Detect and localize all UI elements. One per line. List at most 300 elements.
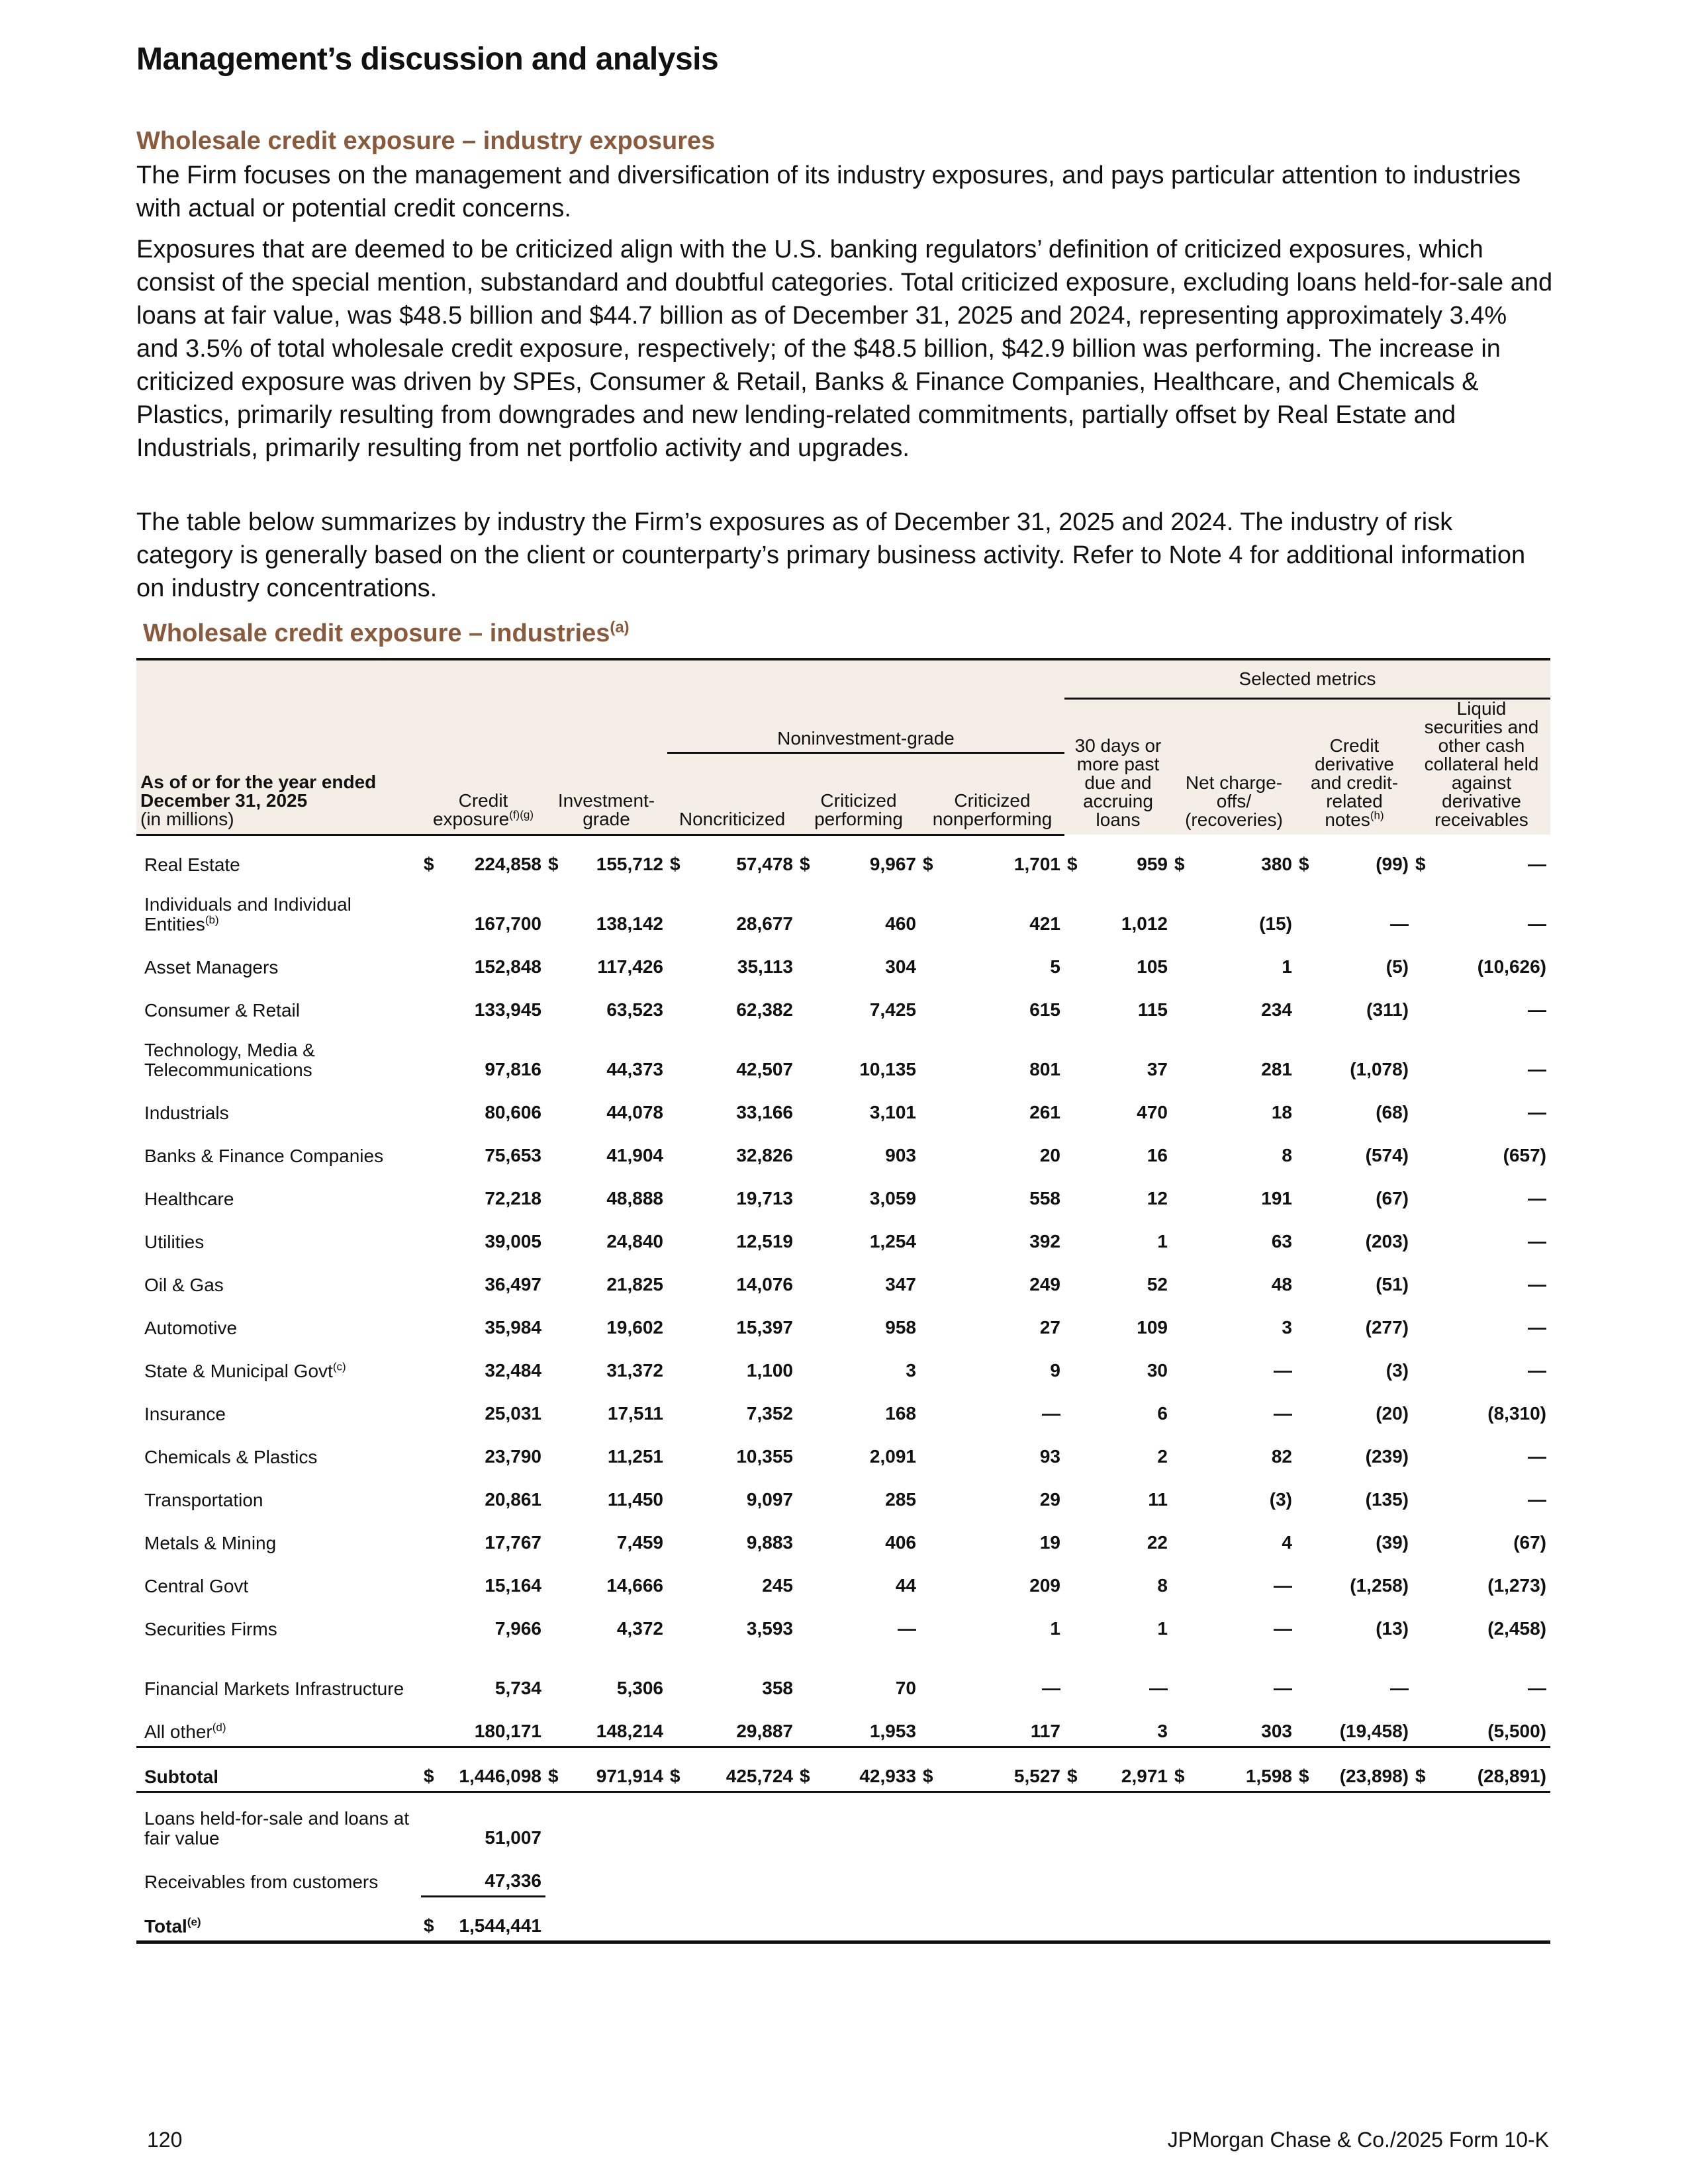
cell-value: —	[1528, 1273, 1546, 1295]
paragraph-table-intro: The table below summarizes by industry the Firm’s exposures as of December 31, 2025 and 2024. The industry of risk category is generally based on the client or counterparty’s primary business activity. Refer to Note 4 for additional information on industry concentrations.	[136, 508, 1526, 602]
table-cell	[1296, 1299, 1413, 1342]
cell-value: 72,218	[485, 1187, 541, 1208]
table-cell	[1064, 879, 1172, 938]
table-cell	[545, 938, 667, 981]
row-label-text: Oil & Gas	[144, 1274, 224, 1295]
currency-symbol: $	[1174, 853, 1185, 874]
cell-value: 460	[885, 913, 916, 934]
cell-value: 3,059	[869, 1187, 916, 1208]
cell-value: 15,397	[736, 1316, 793, 1338]
col-credit-exposure: Credit exposure$^{(f)(g)}$	[421, 753, 545, 835]
row-label	[136, 1514, 421, 1557]
table-cell	[920, 938, 1064, 981]
cell-value: 4	[1282, 1531, 1292, 1553]
table-cell	[667, 1024, 797, 1084]
table-cell	[1172, 981, 1296, 1024]
col-investment-grade: Investment-grade	[545, 753, 667, 835]
footnote-ref: (f)(g)	[509, 808, 534, 821]
cell-value: —	[1528, 1677, 1546, 1698]
cell-value: 425,724	[726, 1765, 793, 1786]
cell-value: (13)	[1376, 1617, 1409, 1639]
cell-value: —	[1274, 1617, 1292, 1639]
table-cell	[667, 1256, 797, 1299]
table-row	[136, 1170, 1550, 1213]
cell-value: (203)	[1365, 1230, 1409, 1251]
cell-value: 17,511	[607, 1402, 663, 1424]
cell-value: 11	[1148, 1488, 1168, 1510]
row-label	[136, 1024, 421, 1084]
row-label-text: Securities Firms	[144, 1618, 277, 1639]
table-cell	[1296, 1385, 1413, 1428]
currency-symbol: $	[424, 1765, 434, 1786]
cell-value: 42,507	[736, 1058, 793, 1079]
table-cell	[421, 1024, 545, 1084]
document-footer: JPMorgan Chase & Co./2025 Form 10-K	[1167, 2128, 1549, 2152]
table-cell	[797, 835, 920, 879]
cell-value: 1,701	[1013, 853, 1060, 874]
table-cell	[1296, 1600, 1413, 1643]
table-cell	[920, 835, 1064, 879]
cell-value: 11,450	[607, 1488, 663, 1510]
cell-value: 35,113	[737, 956, 793, 977]
cell-value: 21,825	[606, 1273, 663, 1295]
cell-value: 22	[1147, 1531, 1168, 1553]
col-criticized-nonperforming: Criticized nonperforming	[920, 753, 1064, 835]
cell-value: —	[1042, 1677, 1060, 1698]
cell-value: 109	[1137, 1316, 1168, 1338]
cell-value: —	[898, 1617, 916, 1639]
table-cell	[1172, 1514, 1296, 1557]
footnote-ref: (e)	[187, 1915, 201, 1929]
cell-value: —	[1528, 1488, 1546, 1510]
table-cell	[667, 1514, 797, 1557]
row-label	[136, 1084, 421, 1127]
cell-value: (20)	[1376, 1402, 1409, 1424]
table-cell	[1172, 835, 1296, 879]
table-cell	[1413, 1600, 1550, 1643]
table-cell	[1413, 1084, 1550, 1127]
cell-value: 35,984	[485, 1316, 541, 1338]
cell-value: 303	[1261, 1720, 1292, 1741]
row-label	[136, 879, 421, 938]
cell-value: 6	[1157, 1402, 1168, 1424]
table-cell	[421, 1643, 545, 1703]
currency-symbol: $	[548, 853, 559, 874]
table-cell	[545, 1600, 667, 1643]
currency-symbol: $	[923, 853, 933, 874]
table-cell	[421, 1557, 545, 1600]
cell-value: —	[1528, 1445, 1546, 1467]
table-cell	[1064, 1024, 1172, 1084]
cell-value: 2	[1157, 1445, 1168, 1467]
table-cell	[545, 981, 667, 1024]
table-row	[136, 981, 1550, 1024]
cell-value: 5,306	[616, 1677, 663, 1698]
table-cell	[1296, 1213, 1413, 1256]
table-cell	[1296, 1024, 1413, 1084]
cell-value: 1,254	[869, 1230, 916, 1251]
cell-value: —	[1390, 913, 1409, 934]
row-label	[136, 1557, 421, 1600]
table-cell	[667, 938, 797, 981]
table-cell	[545, 1703, 667, 1747]
table-cell	[797, 1385, 920, 1428]
cell-value: 615	[1029, 999, 1060, 1020]
table-cell	[1064, 1127, 1172, 1170]
table-cell	[545, 1084, 667, 1127]
cell-value: (99)	[1376, 853, 1409, 874]
cell-value: 347	[885, 1273, 916, 1295]
table-cell	[421, 1256, 545, 1299]
table-cell	[545, 1514, 667, 1557]
table-cell	[797, 1428, 920, 1471]
cell-value: 1,100	[746, 1359, 793, 1381]
cell-value: 3	[906, 1359, 916, 1381]
noninvestment-grade-header: Noninvestment-grade	[667, 699, 1064, 753]
table-cell	[421, 1084, 545, 1127]
cell-value: 12,519	[736, 1230, 793, 1251]
table-cell	[920, 981, 1064, 1024]
cell-value: 1	[1157, 1230, 1168, 1251]
table-row	[136, 1600, 1550, 1643]
cell-value: 75,653	[485, 1144, 541, 1165]
table-cell	[1172, 1385, 1296, 1428]
cell-value: 19,602	[606, 1316, 663, 1338]
table-cell	[1064, 1471, 1172, 1514]
table-cell	[667, 1342, 797, 1385]
cell-value: —	[1149, 1677, 1168, 1698]
cell-value: 80,606	[485, 1101, 541, 1122]
table-cell	[920, 1256, 1064, 1299]
table-cell	[667, 1471, 797, 1514]
cell-value: (1,078)	[1350, 1058, 1409, 1079]
cell-value: 93	[1039, 1445, 1060, 1467]
table-cell	[797, 1084, 920, 1127]
table-cell	[797, 1024, 920, 1084]
cell-value: 3,101	[869, 1101, 916, 1122]
table-cell	[1413, 1428, 1550, 1471]
cell-value: (8,310)	[1487, 1402, 1546, 1424]
table-cell	[421, 1213, 545, 1256]
footnote-ref: (d)	[212, 1721, 226, 1734]
table-cell	[1064, 1600, 1172, 1643]
table-cell	[797, 1256, 920, 1299]
cell-value: 304	[885, 956, 916, 977]
cell-value: 19,713	[736, 1187, 793, 1208]
table-cell	[1172, 1342, 1296, 1385]
table-cell	[667, 1127, 797, 1170]
table-cell	[1413, 1385, 1550, 1428]
cell-value: (67)	[1376, 1187, 1409, 1208]
cell-value: 29,887	[736, 1720, 793, 1741]
table-cell	[1296, 1127, 1413, 1170]
table-cell	[1413, 1256, 1550, 1299]
table-cell	[421, 1385, 545, 1428]
cell-value: 558	[1029, 1187, 1060, 1208]
cell-value: 3	[1157, 1720, 1168, 1741]
cell-value: 958	[885, 1316, 916, 1338]
cell-value: 224,858	[474, 853, 541, 874]
cell-value: (39)	[1376, 1531, 1409, 1553]
cell-value: 148,214	[596, 1720, 663, 1741]
table-cell	[1172, 1084, 1296, 1127]
table-cell	[797, 1643, 920, 1703]
cell-value: (2,458)	[1487, 1617, 1546, 1639]
subtotal-row	[136, 1747, 1550, 1792]
row-label-text: Receivables from customers	[144, 1872, 379, 1892]
table-cell	[667, 1385, 797, 1428]
cell-value: (239)	[1365, 1445, 1409, 1467]
table-cell	[1064, 1170, 1172, 1213]
cell-value: 8	[1157, 1574, 1168, 1596]
row-label-text: State & Municipal Govt	[144, 1360, 333, 1381]
table-cell	[920, 1385, 1064, 1428]
table-cell	[1296, 1703, 1413, 1747]
row-label-text: Asset Managers	[144, 956, 279, 978]
cell-value: 168	[885, 1402, 916, 1424]
table-cell	[1172, 1428, 1296, 1471]
industry-exposure-table	[136, 658, 1550, 1944]
cell-value: 42,933	[859, 1765, 916, 1786]
table-cell	[797, 938, 920, 981]
table-cell	[1064, 1428, 1172, 1471]
cell-value: (68)	[1376, 1101, 1409, 1122]
table-cell	[1413, 1643, 1550, 1703]
cell-value: 406	[885, 1531, 916, 1553]
col-industry: As of or for the year ended December 31, 2025 (in millions)	[136, 753, 421, 835]
cell-value: 16	[1147, 1144, 1168, 1165]
table-cell	[920, 1213, 1064, 1256]
table-cell	[1064, 1342, 1172, 1385]
cell-value: 358	[762, 1677, 793, 1698]
table-cell	[920, 1299, 1064, 1342]
table-cell	[1296, 1643, 1413, 1703]
table-cell	[545, 879, 667, 938]
page-title: Management’s discussion and analysis	[136, 42, 719, 77]
cell-value: 9,883	[746, 1531, 793, 1553]
table-cell	[545, 835, 667, 879]
table-cell	[421, 1600, 545, 1643]
table-cell	[1296, 879, 1413, 938]
cell-value: 17,767	[485, 1531, 541, 1553]
currency-symbol: $	[1415, 1765, 1426, 1786]
table-row	[136, 1643, 1550, 1703]
cell-value: (1,273)	[1487, 1574, 1546, 1596]
cell-value: 14,076	[736, 1273, 793, 1295]
cell-value: (15)	[1259, 913, 1292, 934]
table-cell	[667, 1600, 797, 1643]
table-cell	[1413, 1213, 1550, 1256]
row-label-text: Insurance	[144, 1403, 226, 1424]
cell-value: 33,166	[736, 1101, 793, 1122]
table-cell	[1064, 835, 1172, 879]
table-cell	[920, 1703, 1064, 1747]
cell-value: 2,091	[869, 1445, 916, 1467]
currency-symbol: $	[1299, 1765, 1309, 1786]
cell-value: 48	[1271, 1273, 1292, 1295]
row-label-text: Individuals and Individual Entities	[144, 893, 352, 934]
cell-value: —	[1528, 1316, 1546, 1338]
cell-value: 8	[1282, 1144, 1292, 1165]
cell-value: 234	[1261, 999, 1292, 1020]
page-number: 120	[147, 2128, 183, 2152]
table-cell	[1413, 1514, 1550, 1557]
cell-value: —	[1042, 1402, 1060, 1424]
table-cell	[1172, 1600, 1296, 1643]
table-row	[136, 1557, 1550, 1600]
table-row	[136, 1127, 1550, 1170]
col-past-due: 30 days or more past due and accruing loans	[1074, 735, 1162, 830]
cell-value: 82	[1271, 1445, 1292, 1467]
cell-value: 15,164	[485, 1574, 541, 1596]
table-cell	[920, 1600, 1064, 1643]
row-label-text: Total	[144, 1915, 187, 1936]
row-label	[136, 1213, 421, 1256]
row-label	[136, 1428, 421, 1471]
currency-symbol: $	[424, 1915, 434, 1936]
table-cell	[545, 1299, 667, 1342]
table-cell	[667, 835, 797, 879]
table-cell	[667, 1299, 797, 1342]
table-row	[136, 1471, 1550, 1514]
table-row	[136, 1213, 1550, 1256]
cell-value: 51,007	[485, 1827, 541, 1848]
row-label-text: Central Govt	[144, 1575, 249, 1596]
table-cell	[1172, 1127, 1296, 1170]
table-cell	[797, 1600, 920, 1643]
cell-value: —	[1528, 853, 1546, 874]
table-cell	[1172, 1703, 1296, 1747]
cell-value: 903	[885, 1144, 916, 1165]
row-label	[136, 1342, 421, 1385]
table-cell	[1296, 835, 1413, 879]
table-cell	[545, 1643, 667, 1703]
cell-value: 27	[1039, 1316, 1060, 1338]
row-label-text: Healthcare	[144, 1188, 234, 1209]
table-cell	[920, 1514, 1064, 1557]
cell-value: 1,446,098	[459, 1765, 541, 1786]
cell-value: (311)	[1366, 999, 1409, 1020]
table-cell	[1064, 1385, 1172, 1428]
table-cell	[667, 1428, 797, 1471]
table-cell	[667, 1747, 797, 1792]
cell-value: 10,355	[736, 1445, 793, 1467]
cell-value: 7,425	[869, 999, 916, 1020]
row-label	[136, 1703, 421, 1747]
table-cell	[1413, 1703, 1550, 1747]
cell-value: 3	[1282, 1316, 1292, 1338]
cell-value: 470	[1137, 1101, 1168, 1122]
table-cell	[797, 1170, 920, 1213]
row-label	[136, 1792, 421, 1852]
cell-value: 4,372	[616, 1617, 663, 1639]
table-cell	[1064, 1703, 1172, 1747]
table-cell	[421, 879, 545, 938]
table-row	[136, 835, 1550, 879]
cell-value: 48,888	[606, 1187, 663, 1208]
row-label-text: Consumer & Retail	[144, 999, 300, 1021]
table-cell	[920, 1084, 1064, 1127]
cell-value: 1,544,441	[459, 1915, 541, 1936]
table-cell	[1413, 835, 1550, 879]
row-label-text: Automotive	[144, 1317, 238, 1338]
table-cell	[797, 1703, 920, 1747]
table-cell	[421, 981, 545, 1024]
cell-value: 32,826	[736, 1144, 793, 1165]
cell-value: 2,971	[1121, 1765, 1168, 1786]
cell-value: —	[1390, 1677, 1409, 1698]
table-row	[136, 1703, 1550, 1747]
table-cell	[1296, 1170, 1413, 1213]
col-net-chargeoffs: Net charge-offs/ (recoveries)	[1185, 772, 1283, 830]
row-label	[136, 1747, 421, 1792]
table-cell	[545, 1747, 667, 1792]
table-cell	[1296, 1084, 1413, 1127]
table-row	[136, 1852, 1550, 1897]
cell-value: —	[1528, 999, 1546, 1020]
cell-value: 47,336	[485, 1870, 541, 1891]
currency-symbol: $	[670, 1765, 680, 1786]
table-cell	[1172, 879, 1296, 938]
table-cell	[1413, 1342, 1550, 1385]
table-cell	[421, 1514, 545, 1557]
cell-value: 105	[1137, 956, 1168, 977]
cell-value: 1,953	[869, 1720, 916, 1741]
table-cell	[421, 835, 545, 879]
row-label	[136, 1471, 421, 1514]
table-cell	[1296, 1471, 1413, 1514]
cell-value: 97,816	[485, 1058, 541, 1079]
currency-symbol: $	[548, 1765, 559, 1786]
cell-value: 209	[1029, 1574, 1060, 1596]
table-cell	[1413, 1747, 1550, 1792]
total-row	[136, 1896, 1550, 1942]
cell-value: (3)	[1269, 1488, 1292, 1510]
table-cell	[1413, 1471, 1550, 1514]
table-cell	[797, 1213, 920, 1256]
cell-value: 44,078	[606, 1101, 663, 1122]
cell-value: (657)	[1503, 1144, 1546, 1165]
cell-value: 1,598	[1245, 1765, 1292, 1786]
table-cell	[920, 1342, 1064, 1385]
currency-symbol: $	[424, 853, 434, 874]
table-row	[136, 1514, 1550, 1557]
table-cell	[1413, 879, 1550, 938]
cell-value: 7,966	[494, 1617, 541, 1639]
table-cell	[1172, 1471, 1296, 1514]
cell-value: 41,904	[606, 1144, 663, 1165]
cell-value: 180,171	[474, 1720, 541, 1741]
table-cell	[1413, 938, 1550, 981]
table-cell	[421, 1127, 545, 1170]
table-cell	[1064, 1213, 1172, 1256]
section-heading: Wholesale credit exposure – industry exposures	[136, 127, 716, 155]
cell-value: 19	[1039, 1531, 1060, 1553]
table-row	[136, 1299, 1550, 1342]
cell-value: (67)	[1513, 1531, 1546, 1553]
cell-value: —	[1528, 913, 1546, 934]
table-row	[136, 1792, 1550, 1852]
row-label-text: Financial Markets Infrastructure	[144, 1678, 404, 1699]
table-cell	[1413, 1557, 1550, 1600]
cell-value: 245	[762, 1574, 793, 1596]
table-cell	[1172, 1024, 1296, 1084]
table-cell	[1172, 938, 1296, 981]
table-row	[136, 938, 1550, 981]
table-cell	[1064, 1747, 1172, 1792]
table-cell	[920, 1428, 1064, 1471]
table-cell	[1296, 1747, 1413, 1792]
